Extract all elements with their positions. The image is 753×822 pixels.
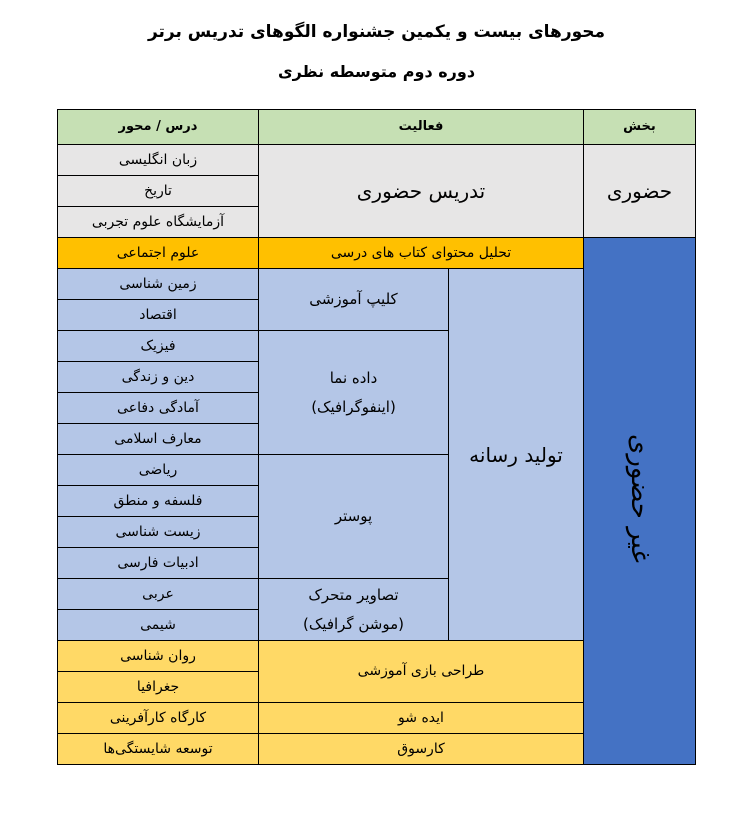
activity-karsoq: کارسوق xyxy=(259,734,584,765)
activity-clip: کلیپ آموزشی xyxy=(259,269,449,331)
subject-cell: دین و زندگی xyxy=(58,362,259,393)
section-online xyxy=(584,238,696,765)
activity-motion-line1: تصاویر متحرک xyxy=(308,586,399,604)
subject-cell: اقتصاد xyxy=(58,300,259,331)
page-title: محورهای بیست و یکمین جشنواره الگوهای تدریس برتر xyxy=(147,22,606,42)
activity-motion-line2: (موشن گرافیک) xyxy=(303,614,404,633)
subject-cell: جغرافیا xyxy=(58,672,259,703)
activity-infographic-line2: (اینفوگرافیک) xyxy=(311,397,396,416)
activity-poster: پوستر xyxy=(259,455,449,579)
activity-media-production: تولید رسانه xyxy=(449,269,584,641)
subject-cell: آزمایشگاه علوم تجربی xyxy=(58,207,259,238)
subject-cell: تاریخ xyxy=(58,176,259,207)
header-subject: درس / محور xyxy=(58,110,259,145)
header-section: بخش xyxy=(584,110,696,145)
subject-cell: فلسفه و منطق xyxy=(58,486,259,517)
subject-cell: زیست شناسی xyxy=(58,517,259,548)
activity-infographic xyxy=(259,331,449,455)
header-activity: فعالیت xyxy=(259,110,584,145)
subject-cell: روان شناسی xyxy=(58,641,259,672)
subject-cell: ریاضی xyxy=(58,455,259,486)
subject-cell: علوم اجتماعی xyxy=(58,238,259,269)
section-in-person: حضوری xyxy=(584,145,696,238)
activity-in-person-teaching: تدریس حضوری xyxy=(259,145,584,238)
subject-cell: زبان انگلیسی xyxy=(58,145,259,176)
activity-motion-graphics xyxy=(259,579,449,641)
subject-cell: فیزیک xyxy=(58,331,259,362)
activity-game-design: طراحی بازی آموزشی xyxy=(259,641,584,703)
page-subtitle: دوره دوم متوسطه نظری xyxy=(277,62,476,81)
section-online-label: غیر حضوری xyxy=(625,434,656,564)
subject-cell: عربی xyxy=(58,579,259,610)
subject-cell: ادبیات فارسی xyxy=(58,548,259,579)
activity-idea-show: ایده شو xyxy=(259,703,584,734)
activity-infographic-line1: داده نما xyxy=(329,369,378,387)
subject-cell: کارگاه کارآفرینی xyxy=(58,703,259,734)
subject-cell: زمین شناسی xyxy=(58,269,259,300)
subject-cell: توسعه شایستگی‌ها xyxy=(58,734,259,765)
topics-table xyxy=(57,109,696,765)
subject-cell: شیمی xyxy=(58,610,259,641)
subject-cell: معارف اسلامی xyxy=(58,424,259,455)
activity-textbook-analysis: تحلیل محتوای کتاب های درسی xyxy=(259,238,584,269)
subject-cell: آمادگی دفاعی xyxy=(58,393,259,424)
